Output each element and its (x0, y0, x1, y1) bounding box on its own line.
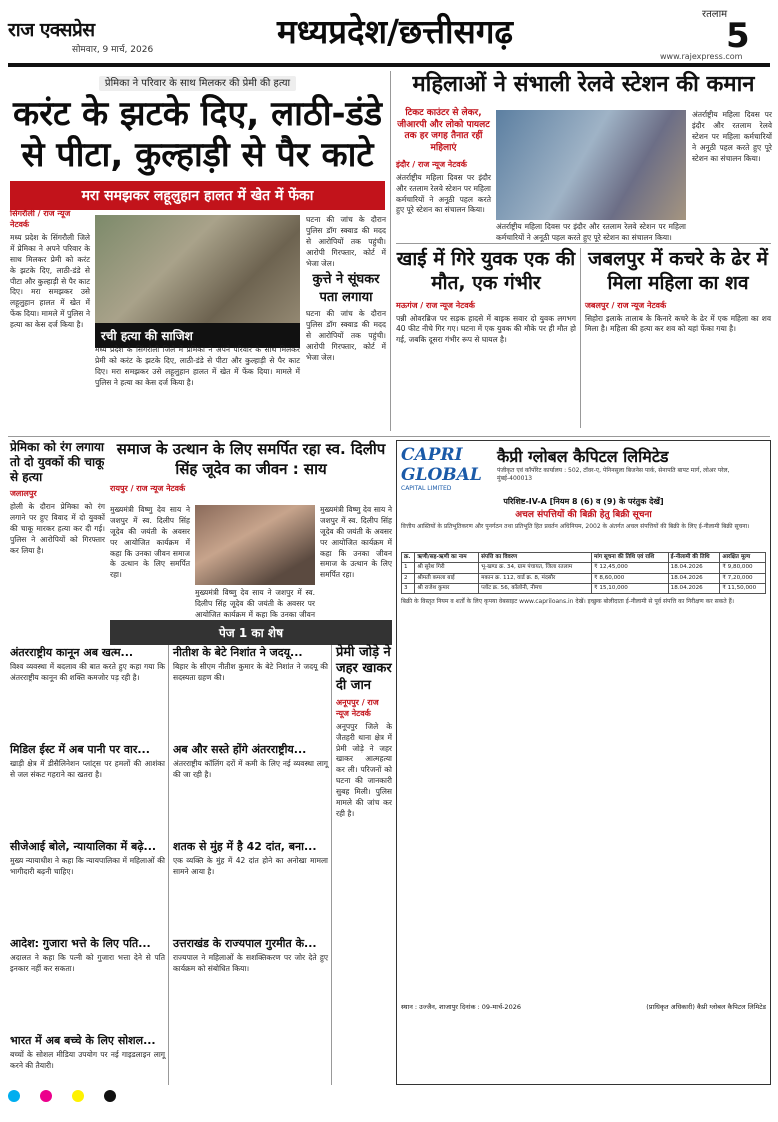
ad-body: वित्तीय आस्तियों के प्रतिभूतिकरण और पुनर्गठन तथा प्रतिभूति हित प्रवर्तन अधिनियम, 2002 के अंतर्गत अचल संपत्तियों की बिक्री के लिए ई-नीलामी बिक्री सूचना। (401, 523, 750, 530)
ad-table-cell: श्री राजेश कुमार (415, 583, 479, 593)
ad-table-row (402, 573, 766, 583)
ad-logo: CAPRI GLOBAL (401, 445, 482, 485)
judev-byline: रायपुर / राज न्यूज नेटवर्क (110, 484, 186, 493)
lead-body-2: मध्य प्रदेश के सिंगरौली जिले में प्रेमिका ने अपने परिवार के साथ मिलकर प्रेमी को करंट के झटके दिए, लाठी-डंडे से पीटा और कुल्हाड़ी से पैर काट दिए। मरा समझकर उसे लहूलुहान हालत में खेत में फेंक दिया। मामले में पुलिस ने हत्या का केस दर्ज किया है। (95, 345, 300, 387)
continued-col-2 (173, 645, 328, 1085)
header-rule (8, 63, 770, 67)
continued-head: सीजेआई बोले, न्यायालिका में बढ़े... (10, 840, 157, 853)
garbage-headline: जबलपुर में कचरे के ढेर में मिला महिला का शव (588, 248, 768, 294)
ad-table-row (402, 583, 766, 593)
ad-table-cell: श्री सुरेश गिरी (415, 563, 479, 573)
garbage-body: सिहोरा इलाके तालाब के किनारे कचरे के ढेर में एक महिला का शव मिला है। महिला की हत्या कर शव को यहां फेंका गया है। (585, 313, 771, 334)
ad-table-cell: 3 (402, 583, 415, 593)
judev-body-3: मुख्यमंत्री विष्णु देव साय ने जशपुर में स्व. दिलीप सिंह जूदेव की जयंती के अवसर पर आयोजित कार्यक्रम में कहा कि उनका जीवन (195, 588, 315, 619)
rail-body-2: अंतर्राष्ट्रीय महिला दिवस पर इंदौर और रतलाम रेलवे स्टेशन पर महिला कर्मचारियों ने अनूठी पहल करते हुए पूरे स्टेशन का संचालन किया। (692, 110, 772, 163)
ad-table-header: आरक्षित मूल्य (720, 553, 766, 563)
edition-city: रतलाम (702, 9, 728, 20)
ad-table-cell: 2 (402, 573, 415, 583)
garbage-story (585, 248, 771, 414)
ditch-body: पन्नी ओवरब्रिज पर सड़क हादसे में बाइक सवार दो युवक लगभग 40 फीट नीचे गिर गए। घटना में एक युवक की मौके पर ही मौत हो गई, जबकि दूसरा गंभीर रूप से घायल है। (396, 313, 576, 345)
ad-table-cell: 18.04.2026 (668, 563, 720, 573)
continued-head: नीतीश के बेटे निशांत ने जदयू... (173, 646, 303, 659)
ditch-byline: मऊगंज / राज न्यूज नेटवर्क (396, 300, 475, 310)
continued-body: बच्चों के सोशल मीडिया उपयोग पर नई गाइडलाइन लागू करने की तैयारी। (10, 1050, 165, 1070)
continued-body: राज्यपाल ने महिलाओं के सशक्तिकरण पर जोर देते हुए कार्यक्रम को संबोधित किया। (173, 953, 328, 973)
ad-table-header: ऋणी/सह-ऋणी का नाम (415, 553, 479, 563)
lead-side-body: घटना की जांच के दौरान पुलिस डॉग स्क्वाड की मदद से आरोपियों तक पहुंची। आरोपी गिरफ्तार, कोर्ट में भेजा जेल। (306, 309, 386, 362)
premi-headline: प्रेमी जोड़े ने जहर खाकर दी जान (336, 645, 392, 693)
ad-notice-title: परिशिष्ट-IV-A [नियम 8 (6) व (9) के परंतुक देखें] (503, 497, 664, 506)
rule (8, 436, 770, 437)
ad-address: पंजीकृत एवं कॉर्पोरेट कार्यालय : 502, टॉवर-ए, पेनिनसुला बिजनेस पार्क, सेनापति बापट मार्ग, लोअर परेल, मुंबई-400013 (497, 467, 730, 483)
page1-strip: पेज 1 का शेष (110, 620, 392, 645)
judev-photo (195, 505, 315, 585)
ad-table-header: क्र. (402, 553, 415, 563)
continued-body: एक व्यक्ति के मुंह में 42 दांत होने का अनोखा मामला सामने आया है। (173, 856, 328, 876)
lead-photo-caption: रची हत्या की साजिश (95, 323, 300, 348)
lead-photo (95, 215, 300, 323)
website-link[interactable]: www.rajexpress.com (660, 52, 743, 61)
judev-body: मुख्यमंत्री विष्णु देव साय ने जशपुर में स्व. दिलीप सिंह जूदेव की जयंती के अवसर पर आयोजित कार्यक्रम में कहा कि उनका जीवन समाज के उत्थान के लिए समर्पित रहा। (110, 505, 190, 580)
ad-signature: (प्राधिकृत अधिकारी) कैप्री ग्लोबल कैपिटल लिमिटेड (646, 1003, 766, 1012)
rail-sub: टिकट काउंटर से लेकर, जीआरपी और लोको पायलट तक हर जगह तैनात रहीं महिलाएं (397, 108, 490, 154)
ad-table-header: संपत्ति का विवरण (479, 553, 592, 563)
col-divider (580, 248, 581, 428)
ad-table-cell: ₹ 11,50,000 (720, 583, 766, 593)
continued-head: भारत में अब बच्चे के लिए सोशल... (10, 1034, 156, 1047)
rail-byline: इंदौर / राज न्यूज नेटवर्क (396, 159, 467, 169)
rail-sub-box (396, 108, 491, 233)
lead-story (10, 71, 385, 210)
lead-side (306, 215, 386, 439)
col-divider (168, 645, 169, 1085)
lover-story (10, 440, 105, 592)
ad-table-cell: ₹ 9,80,000 (720, 563, 766, 573)
registration-marks (8, 1090, 770, 1104)
lead-body: मध्य प्रदेश के सिंगरौली जिले में प्रेमिका ने अपने परिवार के साथ मिलकर प्रेमी को करंट के झटके दिए, लाठी-डंडे से पीटा और कुल्हाड़ी से पैर काट दिए। मरा समझकर उसे लहूलुहान हालत में खेत में फेंक दिया। मामले में पुलिस ने हत्या का केस दर्ज किया है। (10, 233, 90, 329)
ad-table-cell: मकान क्र. 112, वार्ड क्र. 8, मंदसौर (479, 573, 592, 583)
page-number: 5 (726, 16, 750, 56)
rail-photo (496, 110, 686, 220)
continued-head: अब और सस्ते होंगे अंतरराष्ट्रीय... (173, 743, 307, 756)
ditch-story (396, 248, 576, 414)
ad-table-cell: 18.04.2026 (668, 573, 720, 583)
rail-story (396, 71, 771, 99)
premi-byline: अनूपपुर / राज न्यूज नेटवर्क (336, 697, 379, 718)
col-divider (331, 645, 332, 1085)
lover-body: होली के दौरान प्रेमिका को रंग लगाने पर हुए विवाद में दो युवकों की चाकू मारकर हत्या कर दी गई। पुलिस ने आरोपियों को गिरफ्तार कर लिया है। (10, 502, 105, 555)
ad-notice-sub: अचल संपत्तियों की बिक्री हेतु बिक्री सूचना (515, 510, 652, 520)
continued-body: अदालत ने कहा कि पत्नी को गुजारा भत्ता देने से पति इनकार नहीं कर सकता। (10, 953, 165, 973)
lead-side-head: कुत्ते ने सूंघकर पता लगाया (312, 272, 380, 305)
ad-table-cell: 1 (402, 563, 415, 573)
continued-body: मुख्य न्यायाधीश ने कहा कि न्यायपालिका में महिलाओं की भागीदारी बढ़नी चाहिए। (10, 856, 165, 876)
lover-byline: जलालपुर (10, 489, 37, 498)
lover-headline: प्रेमिका को रंग लगाया तो दो युवकों की चाकू से हत्या (10, 440, 105, 484)
garbage-byline: जबलपुर / राज न्यूज नेटवर्क (585, 300, 667, 310)
rail-body: अंतर्राष्ट्रीय महिला दिवस पर इंदौर और रतलाम रेलवे स्टेशन पर महिला कर्मचारियों ने अनूठी पहल करते हुए पूरे स्टेशन का संचालन किया। (396, 172, 491, 215)
lead-kicker: प्रेमिका ने परिवार के साथ मिलकर की प्रेमी की हत्या (99, 76, 296, 91)
rule (396, 243, 771, 244)
lead-side-intro: घटना की जांच के दौरान पुलिस डॉग स्क्वाड की मदद से आरोपियों तक पहुंची। आरोपी गिरफ्तार, कोर्ट में भेजा जेल। (306, 215, 386, 268)
continued-head: अंतरराष्ट्रीय कानून अब खत्म... (10, 646, 134, 659)
ad-table-cell: भू-खण्ड क्र. 34, ग्राम पंचायत, जिला रतलाम (479, 563, 592, 573)
continued-body: बिहार के सीएम नीतीश कुमार के बेटे निशांत ने जदयू की सदस्यता ग्रहण की। (173, 662, 328, 682)
ad-terms: बिक्री के विस्तृत नियम व शर्तों के लिए कृपया वेबसाइट www.capriloans.in देखें। इच्छुक बोलीदाता ई-नीलामी से पूर्व संपत्ति का निरीक्षण कर सकते हैं। (401, 598, 735, 606)
issue-date: सोमवार, 9 मार्च, 2026 (72, 45, 154, 55)
lead-col (10, 208, 90, 453)
ad-table-cell: ₹ 8,60,000 (592, 573, 669, 583)
ad-table-header: ई-नीलामी की तिथि (668, 553, 720, 563)
premi-body: अनूपपुर जिले के जैतहरी थाना क्षेत्र में प्रेमी जोड़े ने जहर खाकर आत्महत्या कर ली। परिजनों को घटना की जानकारी सुबह मिली। पुलिस मामले की जांच कर रही है। (336, 721, 392, 818)
rail-headline: महिलाओं ने संभाली रेलवे स्टेशन की कमान (412, 72, 755, 97)
lead-strip: मरा समझकर लहूलुहान हालत में खेत में फेंका (10, 181, 385, 210)
registration-mark (40, 1090, 52, 1102)
rail-body-3: अंतर्राष्ट्रीय महिला दिवस पर इंदौर और रतलाम रेलवे स्टेशन पर महिला कर्मचारियों ने अनूठी पहल करते हुए पूरे स्टेशन का संचालन किया। (496, 222, 686, 242)
judev-body-2: मुख्यमंत्री विष्णु देव साय ने जशपुर में स्व. दिलीप सिंह जूदेव की जयंती के अवसर पर आयोजित कार्यक्रम में कहा कि उनका जीवन समाज के उत्थान के लिए समर्पित रहा। (320, 505, 392, 580)
continued-body: खाड़ी क्षेत्र में डीसैलिनेशन प्लांट्स पर हमलों की आशंका से जल संकट गहराने का खतरा है। (10, 759, 165, 779)
continued-body: अंतरराष्ट्रीय कॉलिंग दरों में कमी के लिए नई व्यवस्था लागू की जा रही है। (173, 759, 328, 779)
continued-col-1 (10, 645, 165, 1085)
registration-mark (104, 1090, 116, 1102)
ad-table-cell: श्रीमती कमला बाई (415, 573, 479, 583)
judev-headline: समाज के उत्थान के लिए समर्पित रहा स्व. दिलीप सिंह जूदेव का जीवन : साय (116, 440, 386, 478)
premi-story (336, 645, 392, 1052)
brand-logo: राज एक्सप्रेस (8, 19, 95, 41)
ad-table-header: मांग सूचना की तिथि एवं राशि (592, 553, 669, 563)
ad-table-cell: ₹ 12,45,000 (592, 563, 669, 573)
ad-table (401, 552, 766, 594)
continued-head: उत्तराखंड के राज्यपाल गुरमीत के... (173, 937, 317, 950)
continued-body: विश्व व्यवस्था में बदलाव की बात करते हुए कहा गया कि अंतरराष्ट्रीय कानून की शक्ति कमजोर पड़ रही है। (10, 662, 165, 682)
col-divider (390, 71, 391, 431)
ad-logo-sub: CAPITAL LIMITED (401, 485, 452, 492)
lead-byline: सिंगरौली / राज न्यूज नेटवर्क (10, 209, 71, 229)
ad-table-row (402, 563, 766, 573)
lead-headline: करंट के झटके दिए, लाठी-डंडे से पीटा, कुल्हाड़ी से पैर काटे (12, 94, 383, 176)
judev-story (110, 440, 392, 494)
registration-mark (8, 1090, 20, 1102)
continued-head: शतक से मुंह में है 42 दांत, बना... (173, 840, 317, 853)
registration-mark (72, 1090, 84, 1102)
ad-table-cell: ₹ 15,10,000 (592, 583, 669, 593)
continued-head: आदेश: गुजारा भत्ते के लिए पति... (10, 937, 151, 950)
continued-head: मिडिल ईस्ट में अब पानी पर वार... (10, 743, 150, 756)
capri-ad (396, 440, 771, 1085)
ad-place-date: स्थान : उज्जैन, शाजापुर दिनांक : 09-मार्च-2026 (401, 1003, 521, 1012)
ad-table-cell: 18.04.2026 (668, 583, 720, 593)
ditch-headline: खाई में गिरे युवक एक की मौत, एक गंभीर (396, 248, 576, 294)
section-title: मध्यप्रदेश/छत्तीसगढ़ (276, 12, 514, 51)
ad-table-cell: प्लॉट क्र. 56, कॉलोनी, नीमच (479, 583, 592, 593)
ad-title: कैप्री ग्लोबल कैपिटल लिमिटेड (497, 447, 669, 466)
ad-table-cell: ₹ 7,20,000 (720, 573, 766, 583)
